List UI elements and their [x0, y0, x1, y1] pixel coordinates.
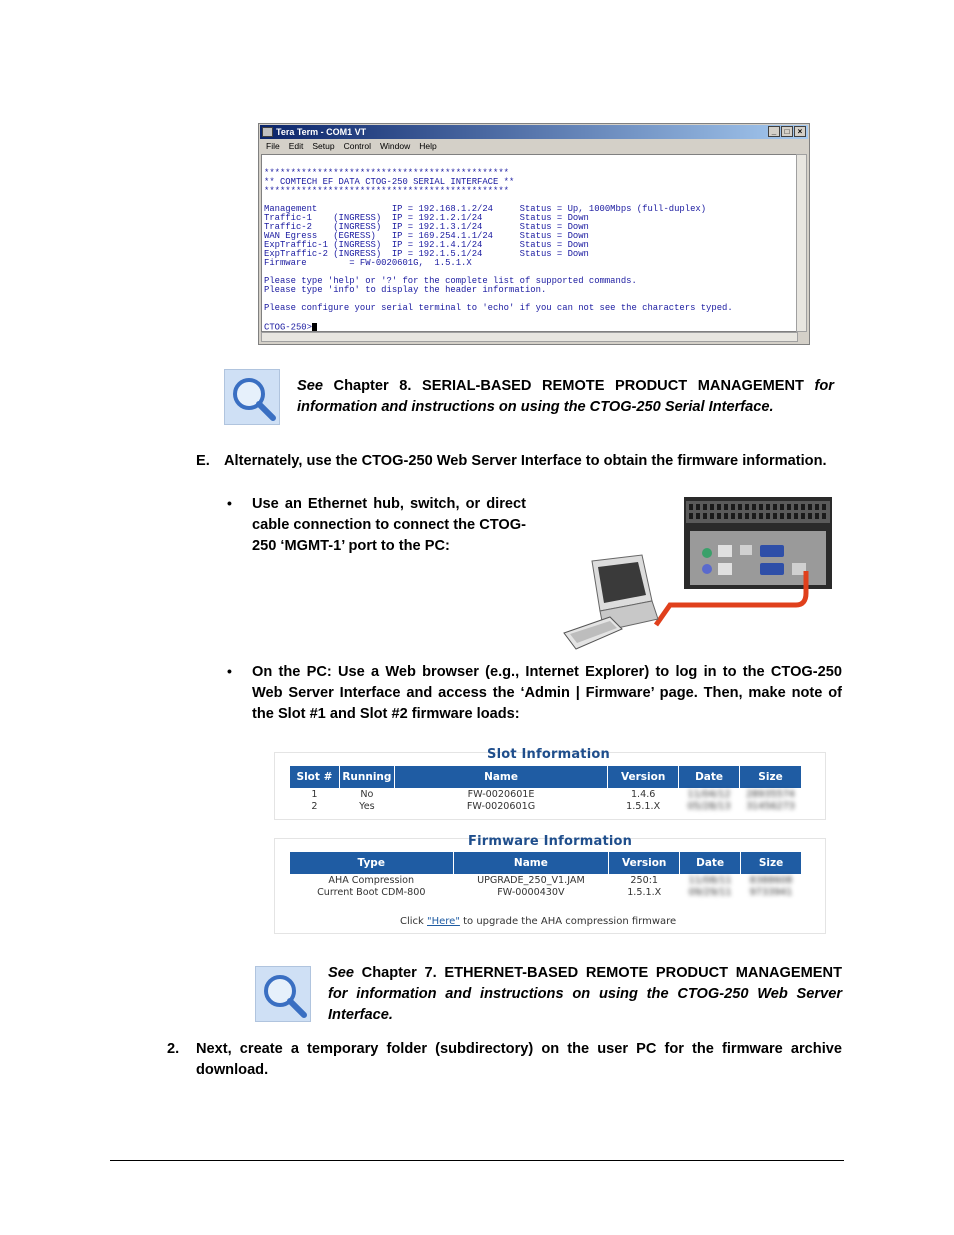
- step-2-text: Next, create a temporary folder (subdirectory) on the user PC for the firmware archive download.: [196, 1041, 842, 1078]
- terminal-line: WAN Egress (EGRESS) IP = 169.254.1.1/24 Status = Down: [264, 231, 589, 241]
- close-icon[interactable]: ×: [794, 126, 806, 137]
- footer-click: Click: [400, 916, 424, 927]
- note-web-interface: [328, 963, 842, 1026]
- footer-upgrade-text: to upgrade the AHA compression firmware: [463, 916, 677, 927]
- note-magnifier-icon: [224, 369, 280, 425]
- terminal-line: Traffic-2 (INGRESS) IP = 192.1.3.1/24 Status = Down: [264, 222, 589, 232]
- maximize-icon[interactable]: □: [781, 126, 793, 137]
- menu-window[interactable]: Window: [379, 141, 411, 151]
- cell-running: Yes: [359, 801, 375, 812]
- bullet-marker: •: [227, 663, 232, 679]
- step-e-text: Alternately, use the CTOG-250 Web Server Interface to obtain the firmware information.: [224, 453, 827, 469]
- note-rest: information and instructions on using the CTOG-250 Serial Interface.: [297, 399, 774, 415]
- cell-date: 11/08/11: [688, 875, 732, 886]
- cell-type: Current Boot CDM-800: [317, 887, 426, 898]
- cell-version: 1.5.1.X: [626, 801, 661, 812]
- terminal-cursor: [312, 323, 317, 331]
- terminal-app-icon: [262, 127, 273, 137]
- table-row: [290, 801, 802, 813]
- menu-file[interactable]: File: [266, 141, 280, 151]
- cell-type: AHA Compression: [328, 875, 415, 886]
- col-date: Date: [679, 766, 740, 789]
- upgrade-here-link[interactable]: "Here": [427, 916, 460, 927]
- col-name: Name: [453, 852, 609, 875]
- terminal-title: Tera Term - COM1 VT: [276, 127, 367, 137]
- menu-help[interactable]: Help: [419, 141, 437, 151]
- terminal-line: **********************************************: [264, 168, 509, 178]
- terminal-line: **********************************************: [264, 186, 509, 196]
- menu-edit[interactable]: Edit: [288, 141, 304, 151]
- cell-size: 9733941: [749, 887, 793, 898]
- terminal-line: Management IP = 192.168.1.2/24 Status = Up, 1000Mbps (full-duplex): [264, 204, 707, 214]
- terminal-line: Please type 'info' to display the header information.: [264, 285, 547, 295]
- col-slot: Slot #: [290, 766, 340, 789]
- slot-information-table: [289, 765, 802, 813]
- cell-date: 11/04/12: [687, 789, 731, 800]
- table-row: [290, 789, 802, 802]
- terminal-line: Firmware = FW-0020601G, 1.5.1.X: [264, 258, 472, 268]
- col-size: Size: [741, 852, 802, 875]
- table-row: [290, 887, 802, 899]
- note-chapter-ref[interactable]: Chapter 7. ETHERNET-BASED REMOTE PRODUCT MANAGEMENT: [361, 965, 842, 981]
- step-2-label: 2.: [167, 1041, 180, 1057]
- cell-name: UPGRADE_250_V1.JAM: [477, 875, 585, 886]
- menu-setup[interactable]: Setup: [312, 141, 335, 151]
- note-rest: information and instructions on using the CTOG-250 Web Server Interface.: [328, 986, 843, 1023]
- col-running: Running: [339, 766, 394, 789]
- cell-name: FW-0000430V: [497, 887, 565, 898]
- bullet-web-browser: On the PC: Use a Web browser (e.g., Internet Explorer) to log in to the CTOG-250 Web Server Interface and access the ‘Admin | Firmware’ page. Then, make note of the Slot #1 and Slot #2 firmware loads:: [252, 664, 842, 722]
- cell-version: 1.4.6: [630, 789, 656, 800]
- col-name: Name: [394, 766, 607, 789]
- terminal-line: Please type 'help' or '?' for the complete list of supported commands.: [264, 276, 637, 286]
- cell-version: 1.5.1.X: [627, 887, 662, 898]
- terminal-prompt: CTOG-250>: [264, 322, 312, 333]
- terminal-line: Traffic-1 (INGRESS) IP = 192.1.2.1/24 Status = Down: [264, 213, 589, 223]
- menu-control[interactable]: Control: [343, 141, 371, 151]
- terminal-menu-bar: [260, 140, 808, 153]
- cell-slot: 2: [311, 801, 318, 812]
- table-header-row: [290, 852, 802, 875]
- terminal-title-bar: [260, 125, 808, 139]
- firmware-information-table: [289, 851, 802, 899]
- cell-version: 250:1: [630, 875, 659, 886]
- cell-name: FW-0020601E: [467, 789, 535, 800]
- tera-term-window: [258, 123, 810, 345]
- terminal-line: ** COMTECH EF DATA CTOG-250 SERIAL INTERFACE **: [264, 177, 515, 187]
- terminal-line: ExpTraffic-1 (INGRESS) IP = 192.1.4.1/24 Status = Down: [264, 240, 589, 250]
- firmware-information-title: Firmware Information: [468, 834, 633, 849]
- cell-slot: 1: [311, 789, 318, 800]
- note-chapter-ref[interactable]: Chapter 8. SERIAL-BASED REMOTE PRODUCT MANAGEMENT: [333, 378, 804, 394]
- table-header-row: [290, 766, 802, 789]
- col-size: Size: [740, 766, 802, 789]
- note-serial-interface: [297, 376, 834, 418]
- slot-information-title: Slot Information: [487, 747, 610, 762]
- minimize-icon[interactable]: _: [768, 126, 780, 137]
- cell-size: 8388608: [749, 875, 793, 886]
- note-see: See: [328, 965, 354, 981]
- col-type: Type: [290, 852, 454, 875]
- cell-size: 28935574: [746, 789, 795, 800]
- terminal-vertical-scrollbar[interactable]: [796, 154, 807, 332]
- terminal-screen[interactable]: [261, 154, 798, 332]
- cell-date: 09/29/11: [688, 887, 732, 898]
- pc-connection-illustration: [560, 493, 836, 655]
- note-for: for: [328, 986, 348, 1002]
- firmware-upgrade-footer: [400, 916, 676, 927]
- cell-size: 31456273: [746, 801, 795, 812]
- col-version: Version: [609, 852, 680, 875]
- table-row: [290, 875, 802, 888]
- terminal-horizontal-scrollbar[interactable]: [261, 332, 798, 342]
- footer-divider: [110, 1160, 844, 1161]
- bullet-ethernet-connection: Use an Ethernet hub, switch, or direct cable connection to connect the CTOG-250 ‘MGMT-1’ port to the PC:: [252, 496, 526, 554]
- note-for: for: [814, 378, 834, 394]
- bullet-marker: •: [227, 495, 232, 511]
- terminal-line: Please configure your serial terminal to 'echo' if you can not see the characters typed.: [264, 303, 733, 313]
- note-magnifier-icon: [255, 966, 311, 1022]
- cell-running: No: [360, 789, 374, 800]
- step-e-label: E.: [196, 453, 210, 469]
- note-see: See: [297, 378, 323, 394]
- col-date: Date: [680, 852, 741, 875]
- cell-date: 05/28/13: [687, 801, 731, 812]
- terminal-prompt-line: [264, 323, 317, 332]
- terminal-line: ExpTraffic-2 (INGRESS) IP = 192.1.5.1/24 Status = Down: [264, 249, 589, 259]
- col-version: Version: [608, 766, 679, 789]
- cell-name: FW-0020601G: [466, 801, 536, 812]
